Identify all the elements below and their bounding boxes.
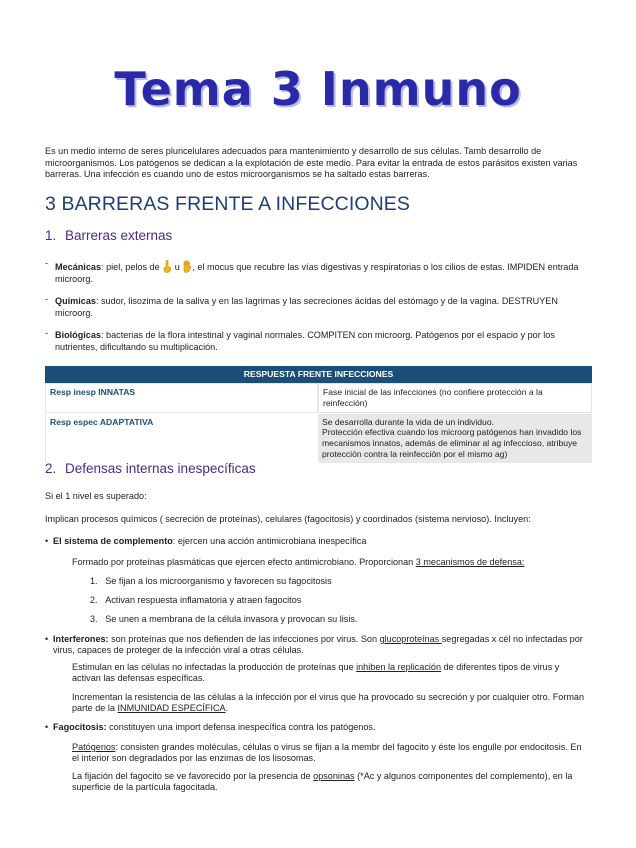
paragraph-text: Formado por proteínas plasmáticas que ejercen efecto antimicrobiano. Proporcionan: [72, 557, 416, 567]
list-number: 3.: [90, 614, 98, 624]
finger-icon: [162, 260, 172, 273]
table-cell-name: Resp espec ADAPTATIVA: [45, 414, 318, 463]
paragraph-text: (*Ac y algunos componentes del complemento), en la: [354, 771, 573, 781]
paragraph-text: superficie de la partícula fagocitada.: [72, 782, 218, 793]
list-number: 2.: [90, 595, 98, 605]
paragraph-superado: Si el 1 nivel es superado:: [45, 491, 147, 501]
underlined-text: INMUNIDAD ESPECÍFICA: [117, 703, 226, 714]
fagocitosis-fijacion: [72, 771, 597, 794]
bullet-text: : piel, pelos de: [101, 262, 160, 272]
bullet-dot: •: [45, 722, 49, 732]
subheading-number: 2.: [45, 461, 57, 476]
complemento-formado: [72, 557, 524, 568]
bullet-term: Químicas: [55, 296, 96, 306]
paragraph-text: activan las defensas específicas.: [72, 673, 205, 684]
bullet-text: , el mocus que recubre las vías digestivas y respiratorias o los cilios de estas. IMPIDEN entrada: [192, 262, 579, 272]
table-cell-name: Resp inesp INNATAS: [45, 383, 318, 413]
table-cell-line: protección contra la reinfección por el mismo ag): [322, 448, 508, 459]
subheading-defensas-internas: [45, 461, 256, 476]
subheading-label: Barreras externas: [65, 228, 173, 243]
dash-marker: -: [45, 258, 49, 268]
interferones-estimulan: [72, 662, 597, 685]
list-text: Se unen a membrana de la célula invasora y provocan su lisis.: [105, 614, 358, 624]
list-item: [90, 614, 357, 625]
interferones-paragraph: [53, 634, 598, 657]
hand-icon: [182, 260, 192, 273]
intro-line: barreras. Una infección es cuando uno de estos microorganismos se ha saltado estas barreras.: [45, 169, 430, 179]
paragraph-text: segregadas x cél no infectadas por: [441, 634, 583, 644]
paragraph-text: parte de la: [72, 703, 118, 714]
bullet-term: El sistema de complemento: [53, 536, 173, 546]
section-heading: 3 BARRERAS FRENTE A INFECCIONES: [45, 193, 411, 215]
bullet-text: microorg.: [55, 307, 93, 318]
paragraph-text: de diferentes tipos de virus y: [441, 662, 560, 672]
table-row: [45, 414, 592, 464]
bullet-dot: •: [45, 634, 49, 644]
list-number: 1.: [90, 576, 98, 586]
table-row: [45, 383, 592, 414]
list-item: [90, 576, 332, 587]
list-item: [90, 595, 301, 606]
page-title: Tema 3 Inmuno: [114, 62, 522, 116]
paragraph-text: .: [225, 703, 229, 714]
underlined-text: inhiben la replicación: [356, 662, 442, 672]
paragraph-text: Incrementan la resistencia de las células a la infección por el virus que ha provocado su secreción y por cualquier otro. Forman: [72, 692, 585, 702]
underlined-text: 3 mecanismos de defensa:: [415, 557, 525, 567]
subheading-barreras-externas: [45, 228, 172, 243]
dash-marker: -: [45, 294, 49, 304]
table-cell-line: mecanismos innatos, además de eliminar al ag infeccioso, atribuye: [322, 438, 578, 449]
paragraph-text: : consisten grandes moléculas, células o virus se fijan a la membr del fagocito y éste los engulle por endocitosis. En: [115, 742, 582, 752]
paragraph-text: virus, capaces de proteger de la infección viral a otras células.: [53, 645, 304, 656]
bullet-term: Fagocitosis:: [53, 722, 107, 732]
paragraph-text: son proteínas que nos defienden de las infecciones por virus. Son: [108, 634, 380, 644]
paragraph-text: el interior son degradados por las enzimas de los lisosomas.: [72, 753, 316, 764]
paragraph-text: La fijación del fagocito se ve favorecido por la presencia de: [72, 771, 314, 781]
subheading-label: Defensas internas inespecíficas: [65, 461, 256, 476]
dash-marker: -: [45, 328, 49, 338]
complemento-heading: [53, 536, 366, 547]
bullet-text: constituyen una import defensa inespecífica contra los patógenos.: [106, 722, 376, 732]
underlined-text: opsoninas: [313, 771, 355, 781]
table-cell-line: Fase inicial de las infecciones (no confiere protección a la reinfección): [323, 387, 543, 408]
underlined-text: Patógenos: [72, 742, 116, 752]
table-cell-line: Se desarrolla durante la vida de un individuo.: [322, 416, 494, 427]
fagocitosis-patogenos: [72, 742, 597, 765]
paragraph-implican: Implican procesos químicos ( secreción de proteínas), celulares (fagocitosis) y coordinados (sistema nervioso). Incluyen:: [45, 514, 531, 524]
bullet-text: : ejercen una acción antimicrobiana inespecífica: [172, 536, 367, 546]
underlined-text: glucoproteínas: [379, 634, 442, 644]
list-text: Se fijan a los microorganismo y favorecen su fagocitosis: [105, 576, 332, 586]
bullet-term: Biológicas: [55, 330, 101, 340]
bullet-dot: •: [45, 536, 49, 546]
bullet-text: microorg.: [55, 273, 93, 284]
paragraph-text: Estimulan en las células no infectadas la producción de proteínas que: [72, 662, 357, 672]
intro-paragraph: [45, 146, 593, 181]
bullet-text: u: [172, 262, 183, 272]
bullet-term: Interferones:: [53, 634, 109, 644]
bullet-text: : bacterias de la flora intestinal y vaginal normales. COMPITEN con microorg. Patógenos por el espacio y por los: [100, 330, 555, 340]
table-cell-line: Protección efectiva cuando los microorg patógenos han invadido los: [322, 427, 582, 438]
subheading-number: 1.: [45, 228, 57, 243]
intro-line: microorganismos. Los patógenos se dedican a la explotación de este medio. Para evitar la entrada de estos parásitos existen varias: [45, 157, 578, 168]
response-table: [45, 366, 592, 464]
fagocitosis-heading: [53, 722, 376, 733]
table-cell-desc: [318, 383, 592, 413]
bullet-text: nutrientes, dificultando su multiplicación.: [55, 341, 218, 352]
list-text: Activan respuesta inflamatoria y atraen fagocitos: [105, 595, 302, 605]
table-header: RESPUESTA FRENTE INFECCIONES: [45, 366, 592, 383]
intro-line: Es un medio interno de seres pluricelulares adecuados para mantenimiento y desarrollo de sus células. Tamb desarrollo de: [45, 146, 542, 156]
bullet-term: Mecánicas: [55, 262, 102, 272]
table-cell-desc: [318, 414, 592, 463]
bullet-text: : sudor, lisozima de la saliva y en las lagrimas y las secreciones ácidas del estómago y de la vagina. DESTRUYEN: [95, 296, 558, 306]
interferones-incrementan: [72, 692, 597, 715]
